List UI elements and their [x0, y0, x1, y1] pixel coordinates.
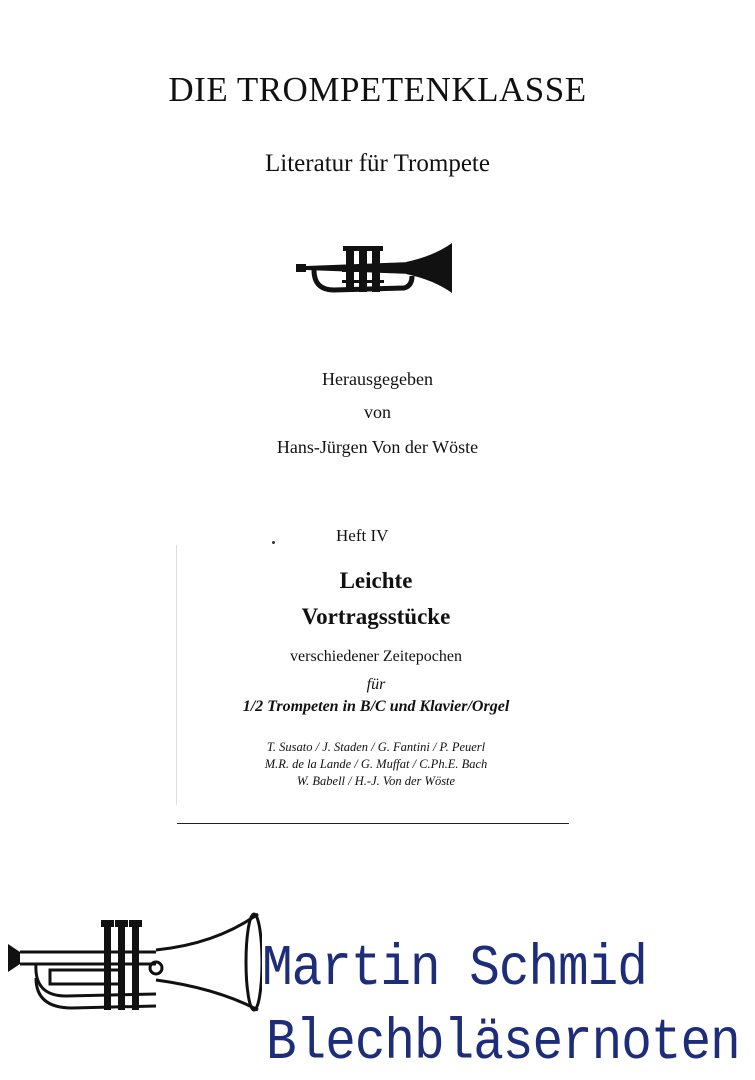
instrumentation: 1/2 Trompeten in B/C und Klavier/Orgel: [242, 698, 510, 715]
composers-line-3: W. Babell / H.-J. Von der Wöste: [296, 774, 456, 788]
subtitle: Literatur für Trompete: [265, 150, 490, 177]
brand-line-2: Blechbläsernoten: [266, 1012, 740, 1076]
composers-line-1: T. Susato / J. Staden / G. Fantini / P. Peuerl: [266, 740, 486, 754]
divider-rule: [177, 823, 569, 824]
trumpet-icon: [6, 908, 262, 1018]
edited-by-label: Herausgegeben: [322, 369, 433, 389]
title-line-2: Vortragsstücke: [301, 604, 451, 629]
for-word: für: [366, 676, 386, 693]
title-line-1: Leichte: [339, 568, 413, 593]
brand-line-1: Martin Schmid: [262, 938, 647, 1002]
series-title: DIE TROMPETENKLASSE: [168, 70, 587, 109]
volume-label: Heft IV: [336, 526, 389, 545]
trumpet-icon: [294, 240, 454, 298]
by-word: von: [364, 402, 391, 422]
speck-mark: [272, 541, 275, 544]
editor-name: Hans-Jürgen Von der Wöste: [276, 437, 479, 457]
composers-line-2: M.R. de la Lande / G. Muffat / C.Ph.E. Bach: [264, 757, 488, 771]
epochs-text: verschiedener Zeitepochen: [290, 648, 462, 665]
